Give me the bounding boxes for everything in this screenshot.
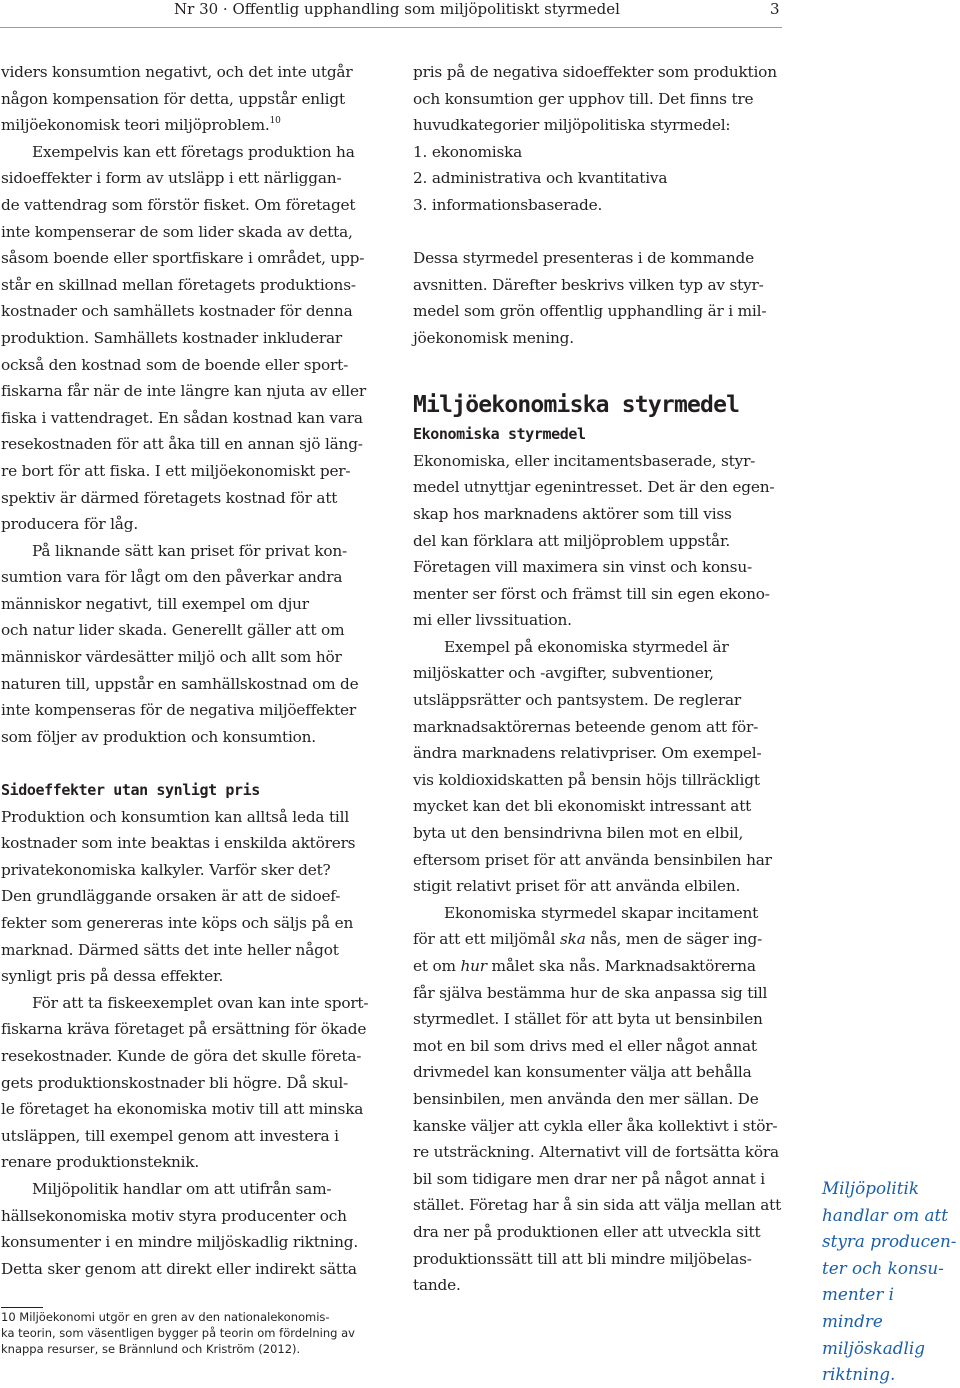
- spacer: [1, 750, 376, 777]
- spacer: [413, 352, 788, 392]
- list-item: 3. informationsbaserade.: [413, 195, 603, 214]
- header-rule: [0, 27, 782, 28]
- spacer: [413, 219, 788, 246]
- paragraph: Produktion och konsumtion kan alltså leda till kostnader som inte beaktas i enskilda aktörers privatekonomiska kalkyler. Varför sker det? Den grundläggande orsaken är att de sidoef- fekter som genereras inte köps och säljs på en marknad. Därmed sätts det inte heller något synligt pris på dessa effekter.: [1, 807, 356, 986]
- paragraph: Dessa styrmedel presenteras i de kommande avsnitten. Därefter beskrivs vilken typ av styr- medel som grön offentlig upphandling är i mil- jöekonomisk mening.: [413, 249, 767, 347]
- running-title: Nr 30 · Offentlig upphandling som miljöpolitiskt styrmedel: [174, 0, 620, 18]
- paragraph: [1, 59, 376, 139]
- left-column: [1, 59, 376, 1282]
- paragraph: [413, 900, 788, 1299]
- paragraph: pris på de negativa sidoeffekter som produktion och konsumtion ger upphov till. Det finns tre huvudkategorier miljöpolitiska styrmedel:: [413, 63, 777, 135]
- section-heading: Miljöekonomiska styrmedel: [413, 391, 740, 418]
- paragraph-text: målet ska nås. Marknadsaktörerna får själva bestämma hur de ska anpassa sig till styrmedlet. I stället för att byta ut bensinbilen mot en bil som drivs med el eller något annat drivmedel kan konsumenter välja att behålla bensinbilen, men använda den mer sällan. De kanske väljer att cykla eller åka kollektivt i stör- re utsträckning. Alternativt vill de fortsätta köra bil som tidigare men drar ner på något annat i stället. Företag har å sin sida att välja mellan att dra ner på produktionen eller att utveckla sitt produktionssätt till att bli mindre miljöbelas- tande.: [413, 957, 782, 1295]
- emphasis: ska: [559, 930, 586, 949]
- subsection-heading: Ekonomiska styrmedel: [413, 425, 586, 444]
- section-heading: Sidoeffekter utan synligt pris: [1, 781, 260, 800]
- footnote-rule: [1, 1307, 43, 1308]
- paragraph: Ekonomiska, eller incitamentsbaserade, styr- medel utnyttjar egenintresset. Det är den egen- skap hos marknadens aktörer som till viss del kan förklara att miljöproblem uppstår. Företagen vill maximera sin vinst och konsu- menter ser först och främst till sin egen ekono- mi eller livssituation.: [413, 451, 775, 630]
- paragraph: Exempelvis kan ett företags produktion ha sidoeffekter i form av utsläpp i ett närliggan- de vattendrag som förstör fisket. Om företaget inte kompenserar de som lider skada av detta, såsom boende eller sportfiskare i området, upp- står en skillnad mellan företagets produktions- kostnader och samhällets kostnader för denna produktion. Samhällets kostnader inkluderar också den kostnad som de boende eller sport- fiskarna får när de inte längre kan njuta av eller fiska i vattendraget. En sådan kostnad kan vara resekostnaden för att åka till en annan sjö läng- re bort för att fiska. I ett miljöekonomiskt per- spektiv är därmed företagets kostnad för att producera för låg.: [1, 142, 366, 534]
- paragraph: För att ta fiskeexemplet ovan kan inte sport- fiskarna kräva företaget på ersättning för ökade resekostnader. Kunde de göra det skulle företa- gets produktionskostnader bli högre. Då skul- le företaget ha ekonomiska motiv till att minska utsläppen, till exempel genom att investera i renare produktionsteknik.: [1, 993, 369, 1172]
- right-column: [413, 59, 788, 1299]
- footnote: 10 Miljöekonomi utgör en gren av den nationalekonomis- ka teorin, som väsentligen bygger på teorin om fördelning av knappa resurser, se Brännlund och Kriström (2012).: [1, 1310, 355, 1357]
- footnote-reference: 10: [269, 116, 281, 127]
- paragraph: Exempel på ekonomiska styrmedel är miljöskatter och -avgifter, subventioner, utsläppsrätter och pantsystem. De reglerar marknadsaktörernas beteende genom att för- ändra marknadens relativpriser. Om exempel- vis koldioxidskatten på bensin höjs tillräckligt mycket kan det bli ekonomiskt intressant att byta ut den bensindrivna bilen mot en elbil, eftersom priset för att använda bensinbilen har stigit relativt priset för att använda elbilen.: [413, 637, 772, 896]
- paragraph: Miljöpolitik handlar om att utifrån sam- hällsekonomiska motiv styra producenter och konsumenter i en mindre miljöskadlig riktning. Detta sker genom att direkt eller indirekt sätta: [1, 1179, 358, 1278]
- numbered-list: [413, 139, 788, 219]
- page-header: [0, 0, 960, 30]
- emphasis: hur: [460, 957, 487, 975]
- list-item: 2. administrativa och kvantitativa: [413, 169, 668, 188]
- list-item: 1. ekonomiska: [413, 142, 523, 161]
- paragraph-text: Ekonomiska styrmedel skapar incitament för att ett miljömål: [413, 903, 759, 949]
- paragraph: På liknande sätt kan priset för privat kon- sumtion vara för lågt om den påverkar andra människor negativt, till exempel om djur och natur lider skada. Generellt gäller att om människor värdesätter miljö och allt som hör naturen till, uppstår en samhällskostnad om de inte kompenseras för de negativa miljöeffekter som följer av produktion och konsumtion.: [1, 541, 359, 746]
- page-number: 3: [770, 0, 780, 18]
- paragraph-text: nås, men de säger ing- et om: [413, 930, 763, 975]
- paragraph-text: viders konsumtion negativt, och det inte utgår någon kompensation för detta, uppstår enligt miljöekonomisk teori miljöproblem.: [1, 63, 353, 135]
- pull-quote: Miljöpolitik handlar om att styra producen- ter och konsu- menter i mindre miljöskadlig riktning.: [822, 1178, 957, 1385]
